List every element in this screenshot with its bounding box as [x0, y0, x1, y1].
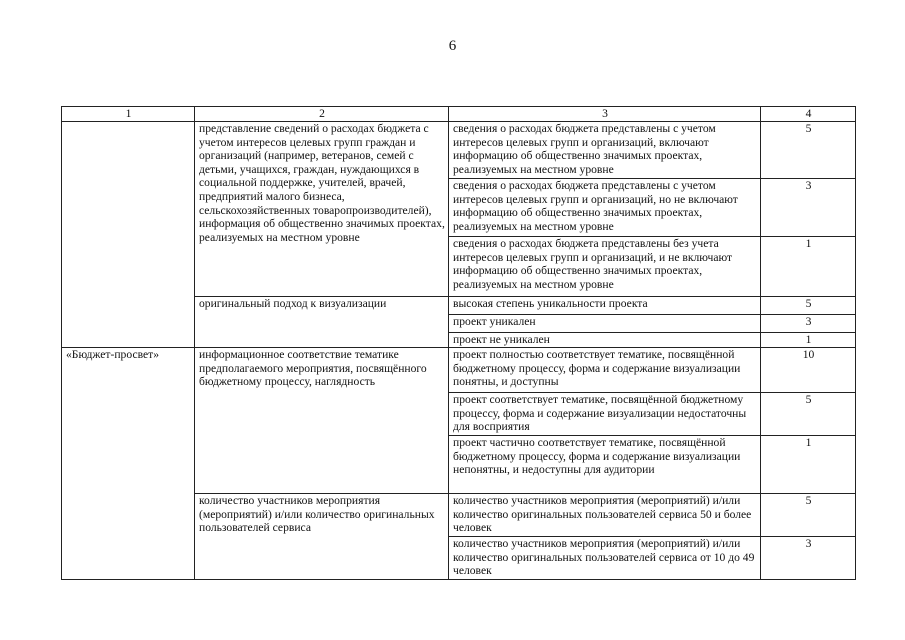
column-header-1: 1 — [62, 107, 195, 122]
score-cell: 3 — [761, 537, 856, 580]
column-header-3: 3 — [449, 107, 761, 122]
score-cell: 1 — [761, 237, 856, 297]
table-row — [62, 122, 856, 179]
score-cell: 1 — [761, 436, 856, 494]
table-row — [62, 348, 856, 393]
description-cell: проект соответствует тематике, посвящённой бюджетному процессу, форма и содержание визуализации недостаточны для восприятия — [449, 393, 761, 436]
description-cell: сведения о расходах бюджета представлены без учета интересов целевых групп и организаций, и не включают информацию об общественно значимых проектах, реализуемых на местном уровне — [449, 237, 761, 297]
page-number: 6 — [448, 38, 457, 54]
description-cell: количество участников мероприятия (мероприятий) и/или количество оригинальных пользователей сервиса от 10 до 49 человек — [449, 537, 761, 580]
description-cell: проект полностью соответствует тематике, посвящённой бюджетному процессу, форма и содержание визуализации понятны, и доступны — [449, 348, 761, 393]
criteria-table — [61, 106, 856, 580]
score-cell: 5 — [761, 122, 856, 179]
column-header-2: 2 — [195, 107, 449, 122]
score-cell: 3 — [761, 315, 856, 333]
description-cell: проект не уникален — [449, 333, 761, 348]
score-cell: 1 — [761, 333, 856, 348]
score-cell: 10 — [761, 348, 856, 393]
description-cell: проект уникален — [449, 315, 761, 333]
score-cell: 5 — [761, 494, 856, 537]
score-cell: 5 — [761, 297, 856, 315]
criterion-cell: представление сведений о расходах бюджета с учетом интересов целевых групп граждан и организаций (например, ветеранов, семей с детьми, учащихся, граждан, нуждающихся в социальной поддержке, учителей, врачей, предприятий малого бизнеса, сельскохозяйственных товаропроизводителей), информация об общественно значимых проектах, реализуемых на местном уровне — [195, 122, 449, 297]
criterion-cell: информационное соответствие тематике предполагаемого мероприятия, посвящённого бюджетному процессу, наглядность — [195, 348, 449, 494]
nomination-cell: «Бюджет-просвет» — [62, 348, 195, 580]
nomination-cell — [62, 122, 195, 348]
description-cell: количество участников мероприятия (мероприятий) и/или количество оригинальных пользователей сервиса 50 и более человек — [449, 494, 761, 537]
description-cell: проект частично соответствует тематике, посвящённой бюджетному процессу, форма и содержание визуализации непонятны, и недоступны для аудитории — [449, 436, 761, 494]
score-cell: 3 — [761, 179, 856, 237]
column-header-4: 4 — [761, 107, 856, 122]
criterion-cell: количество участников мероприятия (мероприятий) и/или количество оригинальных пользователей сервиса — [195, 494, 449, 580]
description-cell: высокая степень уникальности проекта — [449, 297, 761, 315]
score-cell: 5 — [761, 393, 856, 436]
description-cell: сведения о расходах бюджета представлены с учетом интересов целевых групп и организаций, но не включают информацию об общественно значимых проектах, реализуемых на местном уровне — [449, 179, 761, 237]
header-row — [62, 107, 856, 122]
description-cell: сведения о расходах бюджета представлены с учетом интересов целевых групп и организаций, включают информацию об общественно значимых проектах, реализуемых на местном уровне — [449, 122, 761, 179]
criterion-cell: оригинальный подход к визуализации — [195, 297, 449, 348]
